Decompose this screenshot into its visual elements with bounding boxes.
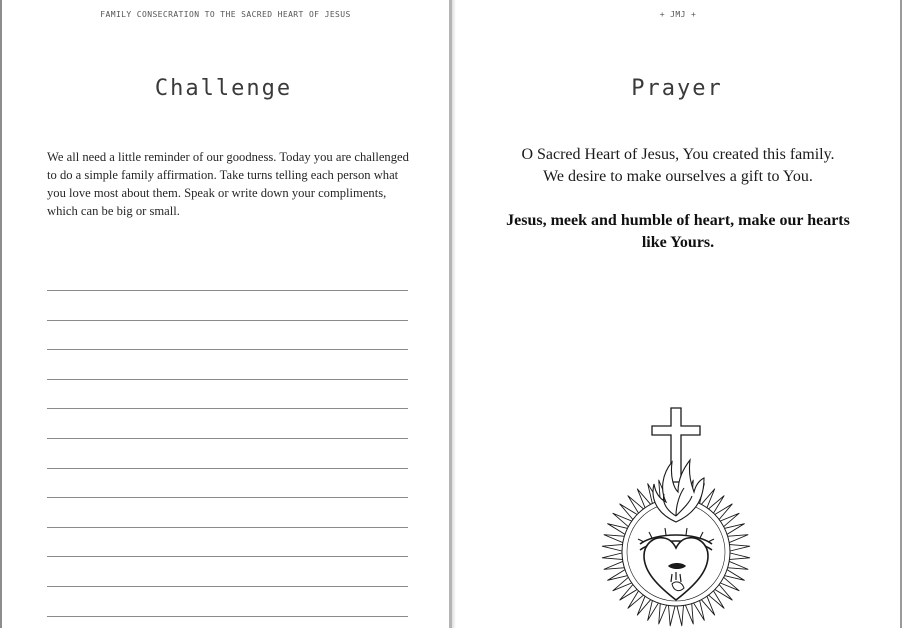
- writing-line[interactable]: [47, 616, 408, 617]
- cross-icon: [652, 408, 700, 482]
- writing-line[interactable]: [47, 320, 408, 321]
- prayer-line-2: We desire to make ourselves a gift to You.: [543, 168, 813, 185]
- prayer-line-1: O Sacred Heart of Jesus, You created this family.: [521, 146, 835, 163]
- writing-line[interactable]: [47, 527, 408, 528]
- running-head-left: FAMILY CONSECRATION TO THE SACRED HEART OF JESUS: [100, 10, 351, 19]
- right-page: [456, 0, 900, 628]
- writing-line[interactable]: [47, 408, 408, 409]
- prayer-title: Prayer: [631, 76, 723, 101]
- running-head-right: + JMJ +: [659, 10, 697, 19]
- writing-line[interactable]: [47, 468, 408, 469]
- writing-line[interactable]: [47, 290, 408, 291]
- left-page: [2, 0, 449, 628]
- writing-line[interactable]: [47, 586, 408, 587]
- challenge-text: We all need a little reminder of our goodness. Today you are challenged to do a simple family affirmation. Take turns telling each person what you love most about them. Speak or write down your compliments, which can be big or small.: [47, 150, 409, 218]
- sacred-heart-icon: [596, 404, 756, 628]
- writing-line[interactable]: [47, 556, 408, 557]
- writing-line[interactable]: [47, 497, 408, 498]
- writing-line[interactable]: [47, 438, 408, 439]
- writing-line[interactable]: [47, 349, 408, 350]
- challenge-title: Challenge: [154, 76, 293, 101]
- response-text: Jesus, meek and humble of heart, make our hearts like Yours.: [506, 212, 850, 251]
- writing-lines[interactable]: [47, 290, 408, 628]
- writing-line[interactable]: [47, 379, 408, 380]
- prayer-text: [456, 144, 900, 188]
